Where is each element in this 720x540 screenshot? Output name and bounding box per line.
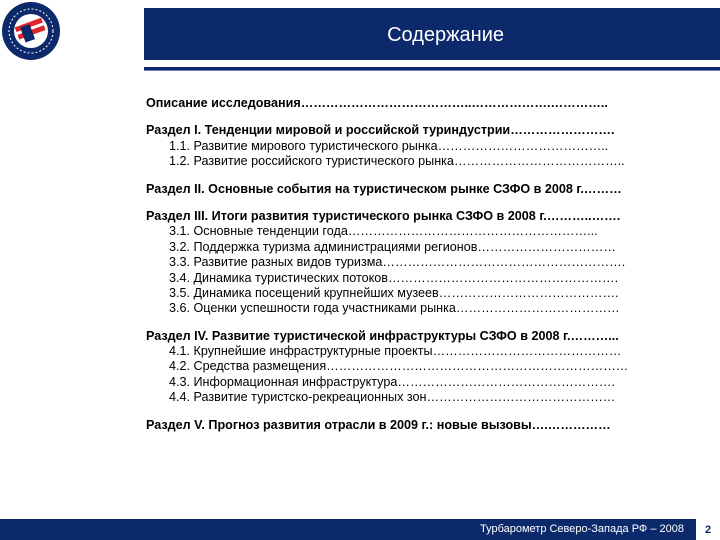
footer-bar [0,519,720,540]
toc-leader-dots: ……………………………………… [432,344,622,359]
toc-entry-label: 3.2. Поддержка туризма администрациями регионов [169,239,478,254]
toc-leader-dots: ………………………………….. [453,154,625,169]
divider-thin [144,70,720,71]
toc-entry-label: Раздел I. Тенденции мировой и российской туриндустрии [146,123,511,138]
toc-leader-dots: ………..……. [546,208,621,223]
toc-leader-dots: ……………………………………………. [397,374,615,389]
toc-leader-dots: …………………………………..……………….………….. [300,96,608,110]
toc-leader-dots: ……………………. [510,123,615,138]
page-title: Содержание [387,24,504,46]
toc-entry-label: 4.4. Развитие туристско-рекреационных зон [169,390,427,405]
toc-leader-dots: ………………………………………………. [387,270,619,285]
toc-entry-label: 1.2. Развитие российского туристического рынка [169,154,454,169]
toc-entry-label: 1.1. Развитие мирового туристического рынка [169,138,438,153]
table-of-contents [146,96,686,433]
toc-section [146,209,686,224]
toc-subsection [146,286,686,301]
toc-subsection [146,344,686,359]
toc-section [146,123,686,138]
toc-entry-label: 3.6. Оценки успешности года участниками рынка [169,301,456,316]
toc-leader-dots: ………………………………… [455,301,620,316]
toc-section [146,96,686,111]
toc-gap [146,111,686,123]
toc-subsection [146,271,686,286]
toc-entry-label: 4.3. Информационная инфраструктура [169,374,398,389]
toc-subsection [146,375,686,390]
toc-section [146,418,686,433]
toc-subsection [146,390,686,405]
toc-subsection [146,154,686,169]
toc-leader-dots: ……………………………………. [438,285,619,300]
toc-entry-label: 3.4. Динамика туристических потоков [169,270,388,285]
toc-entry-label: 4.2. Средства размещения [169,359,327,374]
toc-leader-dots: …………………………… [477,239,616,254]
toc-leader-dots: ….…………… [531,417,611,432]
toc-section [146,329,686,344]
toc-leader-dots: ……………………………………… [426,390,616,405]
toc-entry-label: 3.5. Динамика посещений крупнейших музеев [169,285,439,300]
toc-entry-label: Раздел V. Прогноз развития отрасли в 2009 г.: новые вызовы [146,417,532,432]
toc-gap [146,170,686,182]
toc-leader-dots: ………... [570,328,619,343]
toc-entry-label: Раздел III. Итоги развития туристического рынка СЗФО в 2008 г. [146,208,547,223]
toc-gap [146,317,686,329]
toc-leader-dots: …………………………………………………... [347,224,598,239]
toc-section [146,182,686,197]
toc-gap [146,406,686,418]
company-logo [0,0,62,62]
footer-text: Турбарометр Северо-Запада РФ – 2008 [479,523,684,535]
toc-gap [146,197,686,209]
toc-entry-label: Раздел II. Основные события на туристическом рынке СЗФО в 2008 г. [146,181,584,196]
toc-subsection [146,359,686,374]
page-number: 2 [696,519,720,540]
toc-subsection [146,301,686,316]
header-area [0,0,720,62]
toc-subsection [146,139,686,154]
toc-entry-label: 3.3. Развитие разных видов туризма [169,255,383,270]
toc-entry-label: Раздел IV. Развитие туристической инфраструктуры СЗФО в 2008 г. [146,328,571,343]
toc-entry-label: 3.1. Основные тенденции года [169,224,348,239]
toc-subsection [146,224,686,239]
toc-entry-label: Описание исследования [146,96,301,110]
toc-subsection [146,240,686,255]
toc-leader-dots: ……………………………………………………………… [326,359,629,374]
toc-entry-label: 4.1. Крупнейшие инфраструктурные проекты [169,344,433,359]
toc-leader-dots: …………………………………………………. [382,255,626,270]
toc-subsection [146,255,686,270]
toc-leader-dots: ………………………………….. [437,138,609,153]
toc-leader-dots: ……… [583,181,622,196]
